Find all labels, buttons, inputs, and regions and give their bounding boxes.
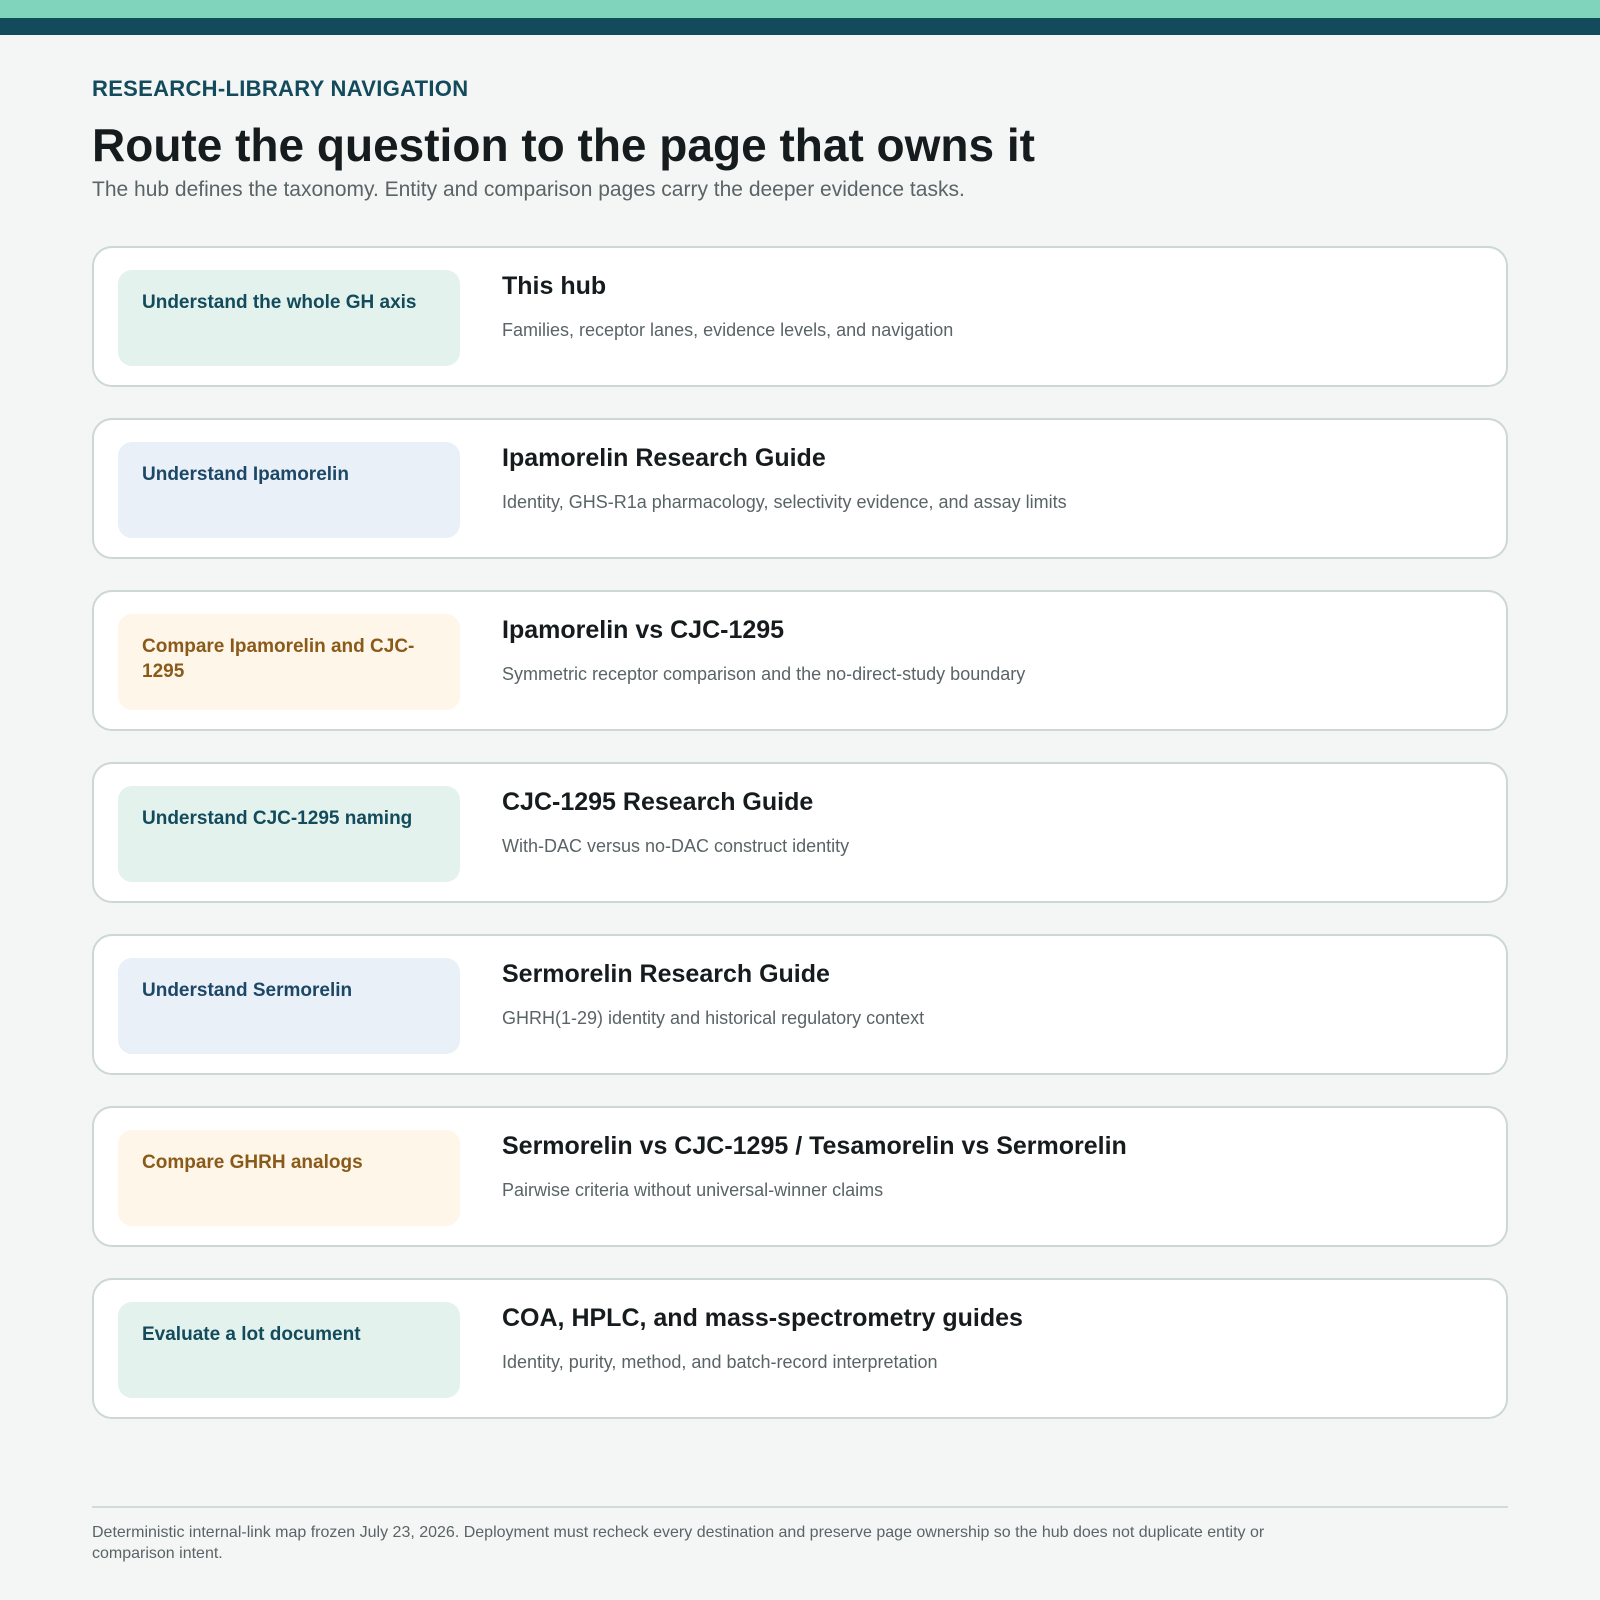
route-question: Evaluate a lot document [118,1302,460,1398]
route-description: Families, receptor lanes, evidence levels, and navigation [502,320,954,340]
route-card-lot-document[interactable] [92,1278,1508,1419]
page-subtitle: The hub defines the taxonomy. Entity and comparison pages carry the deeper evidence tasks. [92,178,965,201]
route-card-ipamorelin[interactable] [92,418,1508,559]
route-card-ghrh-analogs[interactable] [92,1106,1508,1247]
route-destination[interactable]: Ipamorelin Research Guide [502,444,826,472]
route-description: Identity, GHS-R1a pharmacology, selectivity evidence, and assay limits [502,492,1067,512]
route-card-ipamorelin-vs-cjc[interactable] [92,590,1508,731]
route-destination[interactable]: Sermorelin vs CJC-1295 / Tesamorelin vs Sermorelin [502,1132,1127,1160]
route-description: Symmetric receptor comparison and the no-direct-study boundary [502,664,1026,684]
route-destination[interactable]: COA, HPLC, and mass-spectrometry guides [502,1304,1023,1332]
route-description: GHRH(1-29) identity and historical regulatory context [502,1008,925,1028]
top-accent-bar-dark [0,18,1600,35]
route-destination[interactable]: CJC-1295 Research Guide [502,788,814,816]
footer-divider [92,1506,1508,1508]
section-eyebrow: RESEARCH-LIBRARY NAVIGATION [92,76,469,101]
route-destination[interactable]: Sermorelin Research Guide [502,960,830,988]
route-list [92,246,1508,1450]
route-question: Compare Ipamorelin and CJC-1295 [118,614,460,710]
page-title: Route the question to the page that owns it [92,119,1035,171]
route-destination[interactable]: Ipamorelin vs CJC-1295 [502,616,785,644]
footer-note: Deterministic internal-link map frozen July 23, 2026. Deployment must recheck every destination and preserve page ownership so the hub does not duplicate entity or comparison intent. [92,1524,1265,1562]
route-card-sermorelin[interactable] [92,934,1508,1075]
route-question: Compare GHRH analogs [118,1130,460,1226]
route-description: Pairwise criteria without universal-winner claims [502,1180,884,1200]
route-description: With-DAC versus no-DAC construct identity [502,836,850,856]
route-card-whole-gh-axis[interactable] [92,246,1508,387]
route-destination[interactable]: This hub [502,272,607,300]
route-question: Understand CJC-1295 naming [118,786,460,882]
route-question: Understand Sermorelin [118,958,460,1054]
route-card-cjc-naming[interactable] [92,762,1508,903]
route-description: Identity, purity, method, and batch-record interpretation [502,1352,938,1372]
route-question: Understand the whole GH axis [118,270,460,366]
route-question: Understand Ipamorelin [118,442,460,538]
top-accent-bar-light [0,0,1600,18]
